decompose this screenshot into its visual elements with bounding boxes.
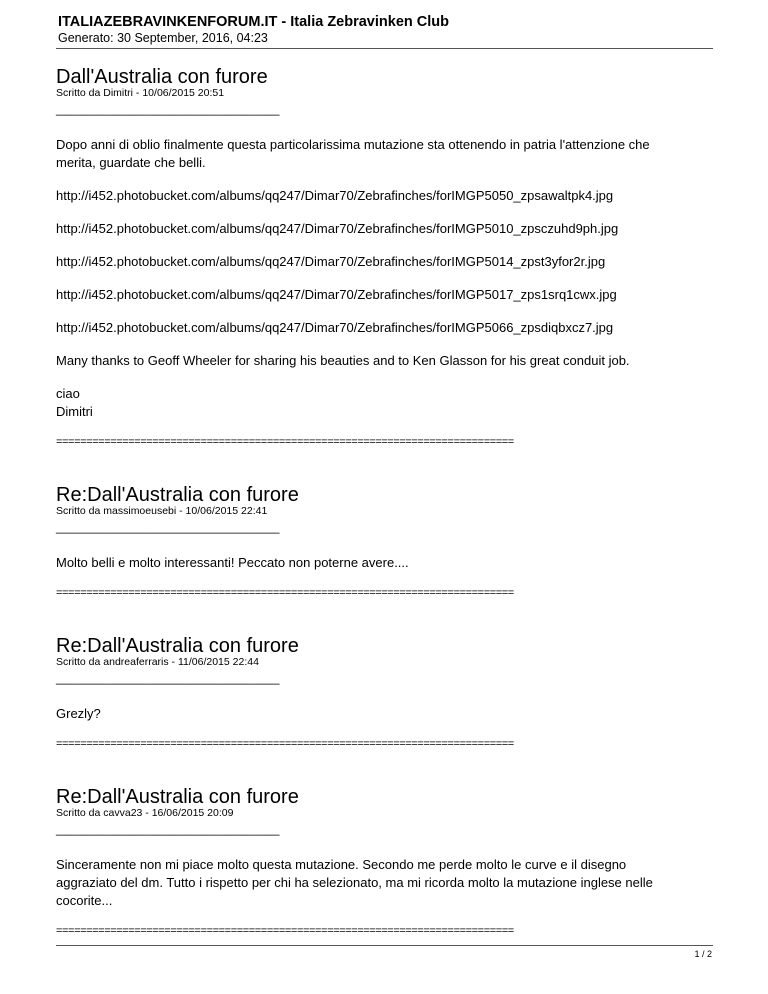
post-paragraph	[56, 286, 716, 304]
paragraph-line: Many thanks to Geoff Wheeler for sharing his beauties and to Ken Glasson for his great conduit job.	[56, 353, 630, 368]
paragraph-line: cocorite...	[56, 893, 113, 908]
post-header-rule: _________________________________	[56, 520, 280, 534]
paragraph-line: http://i452.photobucket.com/albums/qq247/Dimar70/Zebrafinches/forIMGP5014_zpst3yfor2r.jpg	[56, 254, 606, 269]
post-author-date: Scritto da cavva23 - 16/06/2015 20:09	[56, 807, 234, 819]
forum-post	[56, 635, 716, 751]
post-author-date: Scritto da massimoeusebi - 10/06/2015 22:41	[56, 505, 268, 517]
post-header-rule: _________________________________	[56, 822, 280, 836]
post-title: Re:Dall'Australia con furore	[56, 635, 299, 657]
post-body	[56, 705, 716, 723]
post-header-rule: _________________________________	[56, 671, 280, 685]
post-title: Re:Dall'Australia con furore	[56, 484, 299, 506]
generated-date: Generato: 30 September, 2016, 04:23	[58, 31, 268, 45]
post-paragraph	[56, 352, 716, 370]
post-header-rule: _________________________________	[56, 102, 280, 116]
footer-divider	[56, 945, 713, 946]
post-body	[56, 554, 716, 572]
post-paragraph	[56, 220, 716, 238]
post-paragraph	[56, 319, 716, 337]
forum-post	[56, 484, 716, 600]
document-header	[58, 14, 713, 46]
paragraph-line: Grezly?	[56, 706, 101, 721]
posts-list	[56, 66, 716, 938]
site-title: ITALIAZEBRAVINKENFORUM.IT - Italia Zebravinken Club	[58, 14, 449, 30]
paragraph-line: merita, guardate che belli.	[56, 155, 206, 170]
paragraph-line: http://i452.photobucket.com/albums/qq247/Dimar70/Zebrafinches/forIMGP5010_zpsczuhd9ph.jpg	[56, 221, 619, 236]
paragraph-line: http://i452.photobucket.com/albums/qq247/Dimar70/Zebrafinches/forIMGP5017_zps1srq1cwx.jpg	[56, 287, 617, 302]
post-paragraph	[56, 385, 716, 421]
post-separator: ============================================================================	[56, 925, 514, 937]
post-paragraph	[56, 554, 716, 572]
post-author-date: Scritto da andreaferraris - 11/06/2015 22:44	[56, 656, 259, 668]
post-paragraph	[56, 253, 716, 271]
forum-post	[56, 786, 716, 938]
post-separator: ============================================================================	[56, 436, 514, 448]
post-paragraph	[56, 187, 716, 205]
post-author-date: Scritto da Dimitri - 10/06/2015 20:51	[56, 87, 225, 99]
post-paragraph	[56, 136, 716, 172]
paragraph-line: Sinceramente non mi piace molto questa mutazione. Secondo me perde molto le curve e il disegno	[56, 857, 627, 872]
post-body	[56, 136, 716, 421]
page-number: 1 / 2	[694, 949, 712, 959]
header-divider	[56, 48, 713, 49]
forum-post	[56, 66, 716, 449]
paragraph-line: Dopo anni di oblio finalmente questa particolarissima mutazione sta ottenendo in patria l'attenzione che	[56, 137, 650, 152]
paragraph-line: aggraziato del dm. Tutto i rispetto per chi ha selezionato, ma mi ricorda molto la mutazione inglese nelle	[56, 875, 653, 890]
post-title: Re:Dall'Australia con furore	[56, 786, 299, 808]
post-paragraph	[56, 856, 716, 910]
paragraph-line: Dimitri	[56, 404, 93, 419]
paragraph-line: http://i452.photobucket.com/albums/qq247/Dimar70/Zebrafinches/forIMGP5050_zpsawaltpk4.jpg	[56, 188, 614, 203]
post-separator: ============================================================================	[56, 738, 514, 750]
paragraph-line: ciao	[56, 386, 80, 401]
post-title: Dall'Australia con furore	[56, 66, 268, 88]
post-body	[56, 856, 716, 910]
paragraph-line: http://i452.photobucket.com/albums/qq247/Dimar70/Zebrafinches/forIMGP5066_zpsdiqbxcz7.jpg	[56, 320, 614, 335]
paragraph-line: Molto belli e molto interessanti! Peccato non poterne avere....	[56, 555, 409, 570]
post-paragraph	[56, 705, 716, 723]
post-separator: ============================================================================	[56, 587, 514, 599]
